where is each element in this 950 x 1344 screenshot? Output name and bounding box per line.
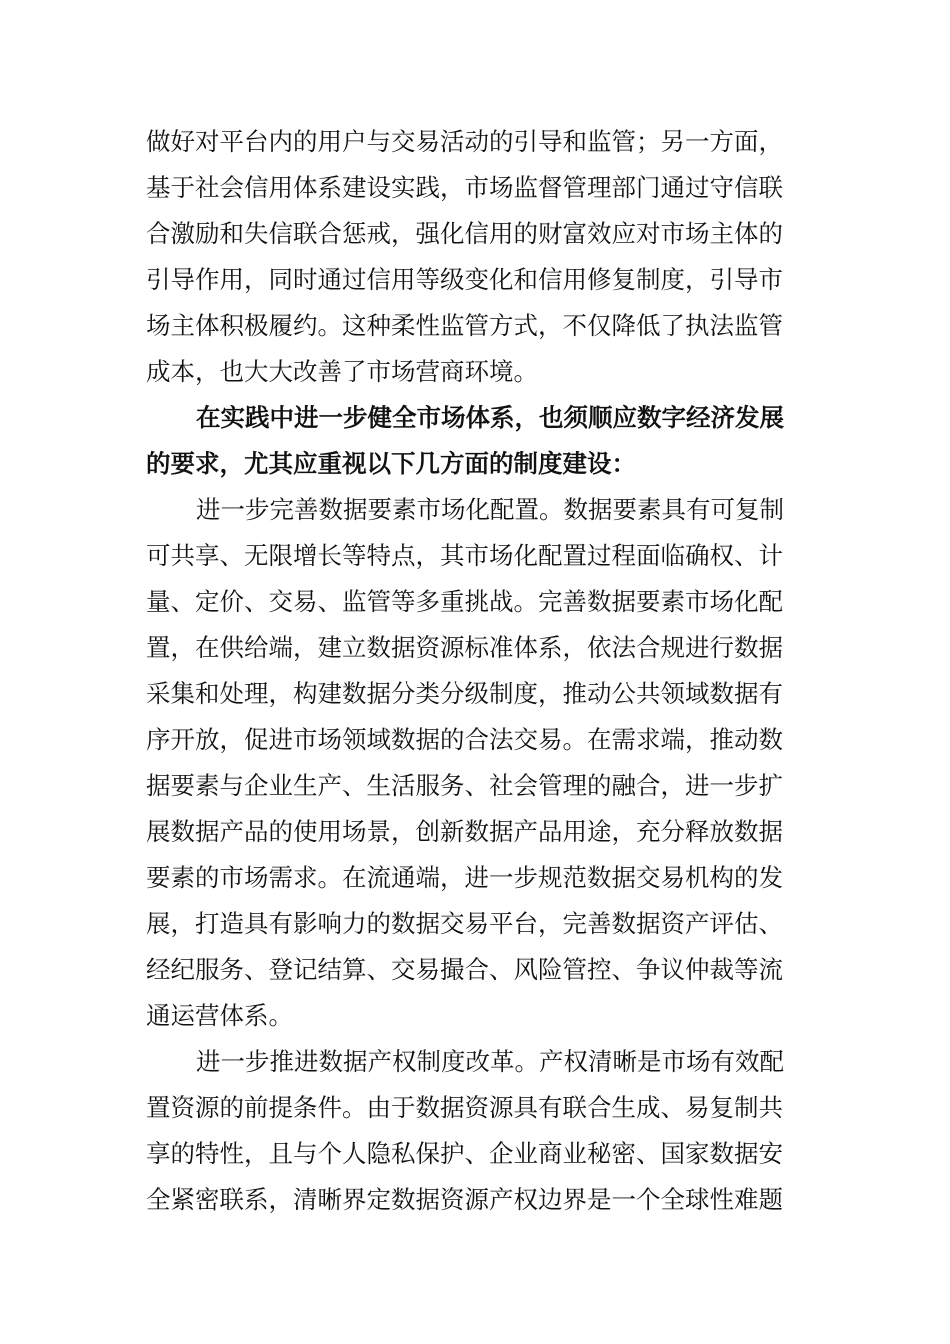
paragraph-1-line-6: 成本，也大大改善了市场营商环境。 <box>146 357 538 386</box>
paragraph-3-line-12: 通运营体系。 <box>146 1001 293 1030</box>
paragraph-4-line-4: 全紧密联系，清晰界定数据资源产权边界是一个全球性难题 <box>146 1185 783 1214</box>
paragraph-3-line-5: 采集和处理，构建数据分类分级制度，推动公共领域数据有 <box>146 679 783 708</box>
paragraph-3-line-2: 可共享、无限增长等特点，其市场化配置过程面临确权、计 <box>146 541 783 570</box>
paragraph-1-line-5: 场主体积极履约。这种柔性监管方式，不仅降低了执法监管 <box>146 311 783 340</box>
paragraph-3-line-3: 量、定价、交易、监管等多重挑战。完善数据要素市场化配 <box>146 587 783 616</box>
paragraph-3-line-1: 进一步完善数据要素市场化配置。数据要素具有可复制 <box>196 495 784 524</box>
paragraph-1-line-1: 做好对平台内的用户与交易活动的引导和监管；另一方面， <box>146 127 783 156</box>
paragraph-1-line-3: 合激励和失信联合惩戒，强化信用的财富效应对市场主体的 <box>146 219 783 248</box>
paragraph-3-line-4: 置，在供给端，建立数据资源标准体系，依法合规进行数据 <box>146 633 783 662</box>
paragraph-3-line-6: 序开放，促进市场领域数据的合法交易。在需求端，推动数 <box>146 725 783 754</box>
paragraph-3-line-9: 要素的市场需求。在流通端，进一步规范数据交易机构的发 <box>146 863 783 892</box>
paragraph-4-line-2: 置资源的前提条件。由于数据资源具有联合生成、易复制共 <box>146 1093 783 1122</box>
paragraph-3-line-7: 据要素与企业生产、生活服务、社会管理的融合，进一步扩 <box>146 771 783 800</box>
paragraph-4-line-1: 进一步推进数据产权制度改革。产权清晰是市场有效配 <box>196 1047 784 1076</box>
paragraph-4-line-3: 享的特性，且与个人隐私保护、企业商业秘密、国家数据安 <box>146 1139 783 1168</box>
paragraph-3-line-8: 展数据产品的使用场景，创新数据产品用途，充分释放数据 <box>146 817 783 846</box>
heading-paragraph-line-2: 的要求，尤其应重视以下几方面的制度建设： <box>146 449 636 478</box>
paragraph-3-line-10: 展，打造具有影响力的数据交易平台，完善数据资产评估、 <box>146 909 783 938</box>
paragraph-1-line-2: 基于社会信用体系建设实践，市场监督管理部门通过守信联 <box>146 173 783 202</box>
paragraph-3-line-11: 经纪服务、登记结算、交易撮合、风险管控、争议仲裁等流 <box>146 955 783 984</box>
paragraph-1-line-4: 引导作用，同时通过信用等级变化和信用修复制度，引导市 <box>146 265 783 294</box>
heading-paragraph-line-1: 在实践中进一步健全市场体系，也须顺应数字经济发展 <box>196 403 784 432</box>
